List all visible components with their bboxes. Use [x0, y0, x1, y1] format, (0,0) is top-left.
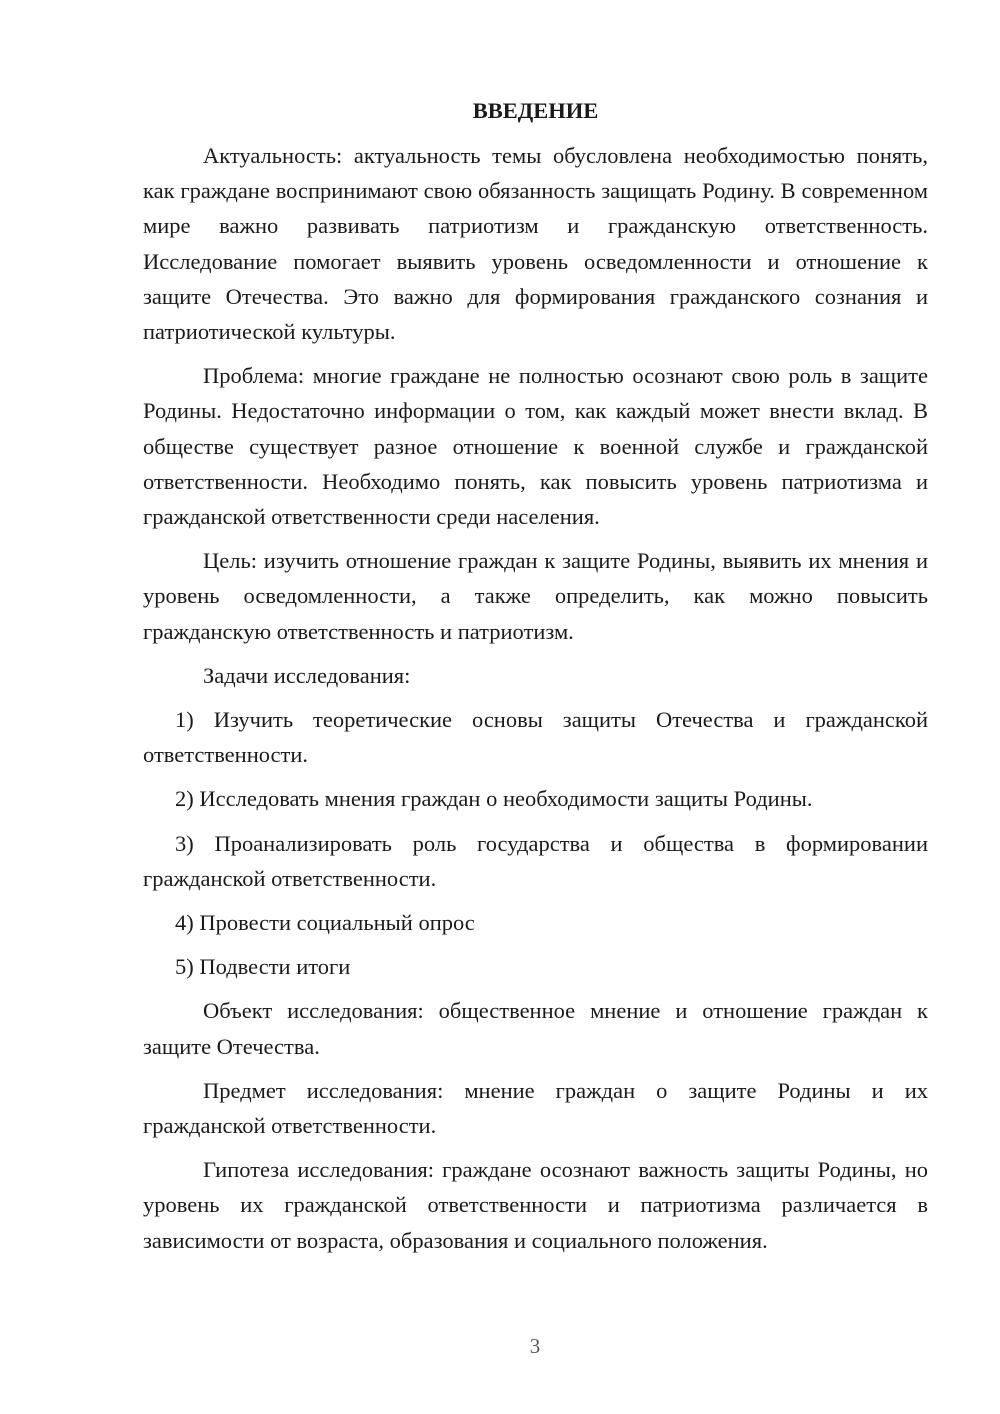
task-item-3: 3) Проанализировать роль государства и общества в формировании гражданской ответственности. — [143, 830, 928, 891]
task-item-1: 1) Изучить теоретические основы защиты Отечества и гражданской ответственности. — [143, 707, 928, 768]
page-title: ВВЕДЕНИЕ — [472, 98, 599, 123]
paragraph-object: Объект исследования: общественное мнение и отношение граждан к защите Отечества. — [143, 998, 928, 1059]
paragraph-goal: Цель: изучить отношение граждан к защите Родины, выявить их мнения и уровень осведомленности, а также определить, как можно повысить гражданскую ответственность и патриотизм. — [143, 548, 928, 644]
paragraph-relevance: Актуальность: актуальность темы обусловлена необходимостью понять, как граждане воспринимают свою обязанность защищать Родину. В современном мире важно развивать патриотизм и гражданскую ответственность. Исследование помогает выявить уровень осведомленности и отношение к защите Отечества. Это важно для формирования гражданского сознания и патриотической культуры. — [143, 143, 928, 345]
paragraph-hypothesis: Гипотеза исследования: граждане осознают важность защиты Родины, но уровень их гражданской ответственности и патриотизма различается в зависимости от возраста, образования и социального положения. — [143, 1157, 928, 1253]
page-number: 3 — [529, 1334, 541, 1358]
paragraph-problem: Проблема: многие граждане не полностью осознают свою роль в защите Родины. Недостаточно информации о том, как каждый может внести вклад. В обществе существует разное отношение к военной службе и гражданской ответственности. Необходимо понять, как повысить уровень патриотизма и гражданской ответственности среди населения. — [143, 363, 928, 530]
task-item-4: 4) Провести социальный опрос — [175, 910, 475, 936]
page-content — [143, 93, 928, 1267]
task-item-2: 2) Исследовать мнения граждан о необходимости защиты Родины. — [175, 786, 813, 812]
tasks-heading: Задачи исследования: — [203, 662, 411, 688]
task-item-5: 5) Подвести итоги — [175, 954, 351, 980]
paragraph-subject: Предмет исследования: мнение граждан о защите Родины и их гражданской ответственности. — [143, 1077, 928, 1139]
